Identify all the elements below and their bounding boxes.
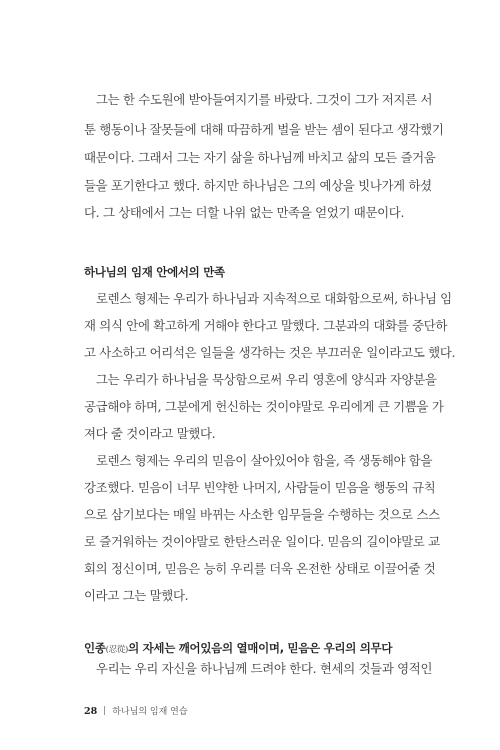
body-line: 그는 우리가 하나님을 묵상함으로써 우리 영혼에 양식과 자양분을	[96, 372, 437, 387]
heading-hanja: (忍從)	[105, 645, 129, 655]
body-line: 툰 행동이나 잘못들에 대해 따끔하게 벌을 받는 셈이 된다고 생각했기	[84, 122, 444, 137]
body-line: 강조했다. 믿음이 너무 빈약한 나머지, 사람들이 믿음을 행동의 규칙	[84, 480, 436, 495]
body-line: 로렌스 형제는 우리의 믿음이 살아있어야 함을, 즉 생동해야 함을	[96, 453, 433, 468]
body-line: 다. 그 상태에서 그는 더할 나위 없는 만족을 얻었기 때문이다.	[84, 205, 405, 220]
body-line: 로렌스 형제는 우리가 하나님과 지속적으로 대화함으로써, 하나님 임	[96, 291, 452, 306]
heading-rest: 의 자세는 깨어있음의 열매이며, 믿음은 우리의 의무다	[128, 641, 393, 655]
body-line: 우리는 우리 자신을 하나님께 드려야 한다. 현세의 것들과 영적인	[96, 661, 433, 676]
body-line: 들을 포기한다고 했다. 하지만 하나님은 그의 예상을 빗나가게 하셨	[84, 178, 432, 193]
footer-divider	[104, 706, 105, 715]
body-line: 으로 삼기보다는 매일 바뀌는 사소한 임무들을 수행하는 것으로 스스	[84, 507, 440, 522]
body-line: 때문이다. 그래서 그는 자기 삶을 하나님께 바치고 삶의 모든 즐거움	[84, 150, 436, 165]
page-footer	[84, 706, 188, 718]
body-line: 져다 줄 것이라고 말했다.	[84, 426, 216, 441]
body-line: 이라고 그는 말했다.	[84, 588, 189, 603]
body-line: 고 사소하고 어리석은 일들을 생각하는 것은 부끄러운 일이라고도 했다.	[84, 345, 456, 360]
body-line: 공급해야 하며, 그분에게 헌신하는 것이야말로 우리에게 큰 기쁨을 가	[84, 399, 444, 414]
body-line: 그는 한 수도원에 받아들여지기를 바랐다. 그것이 그가 저지른 서	[96, 92, 433, 107]
body-line: 로 즐거워하는 것이야말로 한탄스러운 일이다. 믿음의 길이야말로 교	[84, 534, 440, 549]
body-line: 재 의식 안에 확고하게 거해야 한다고 말했다. 그분과의 대화를 중단하	[84, 318, 448, 333]
body-line: 회의 정신이며, 믿음은 능히 우리를 더욱 온전한 상태로 이끌어줄 것	[84, 561, 436, 576]
section-heading: 하나님의 임재 안에서의 만족	[84, 265, 225, 279]
heading-prefix: 인종	[84, 641, 106, 655]
page-number: 28	[84, 706, 98, 717]
running-title: 하나님의 임재 연습	[112, 707, 188, 717]
section-heading	[84, 640, 392, 658]
